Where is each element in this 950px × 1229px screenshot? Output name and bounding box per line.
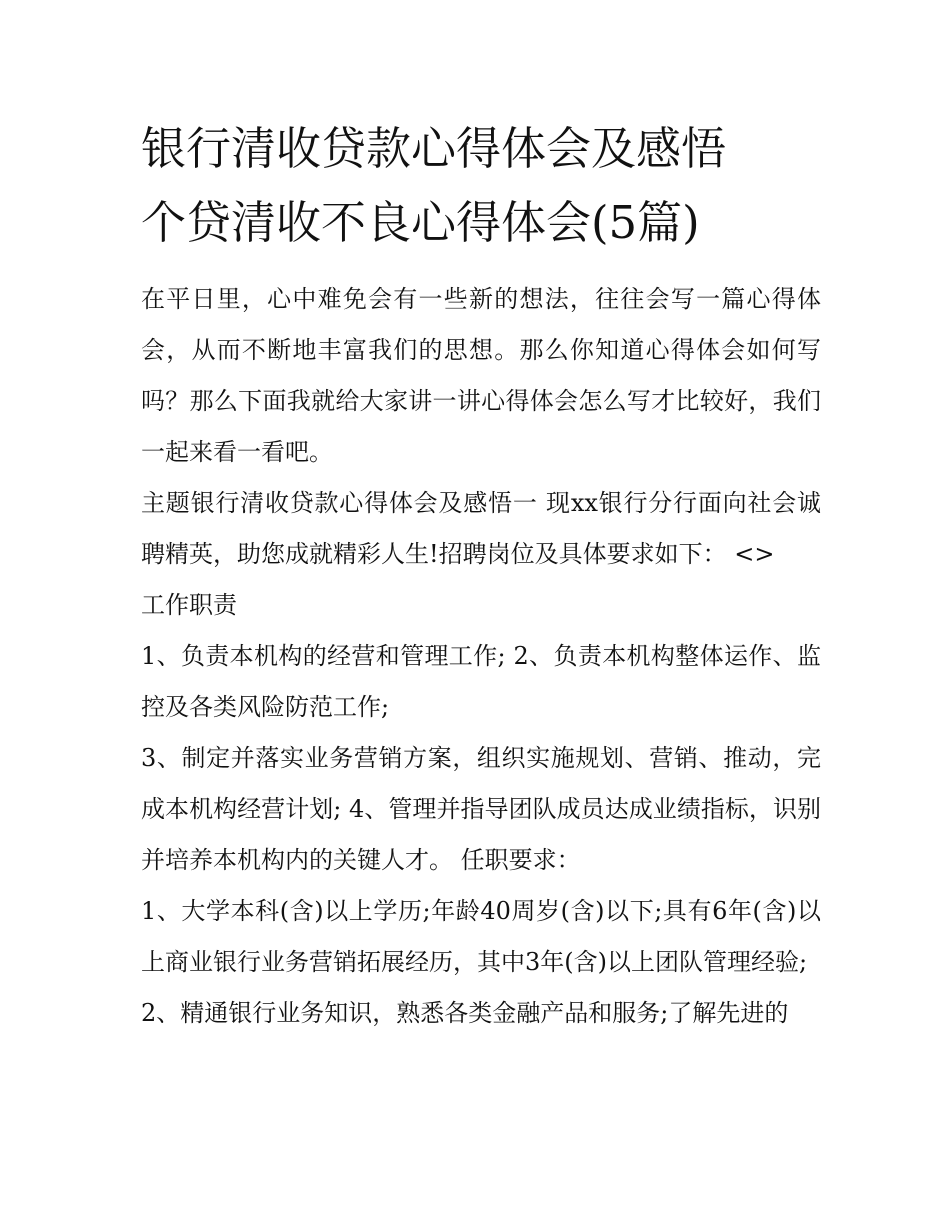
title-line-2: 个贷清收不良心得体会(5篇) [141, 196, 700, 249]
requirements-paragraph-1: 1、大学本科(含)以上学历;年龄40周岁(含)以下;具有6年(含)以上商业银行业务营销拓展经历，其中3年(含)以上团队管理经验; [141, 897, 821, 976]
document-page [141, 112, 821, 1039]
duties-paragraph-2: 3、制定并落实业务营销方案，组织实施规划、营销、推动，完成本机构经营计划; 4、管理并指导团队成员达成业绩指标，识别并培养本机构内的关键人才。 任职要求： [141, 744, 821, 874]
topic-paragraph: 主题银行清收贷款心得体会及感悟一 现xx银行分行面向社会诚聘精英，助您成就精彩人生!招聘岗位及具体要求如下： <> [141, 489, 821, 568]
intro-paragraph: 在平日里，心中难免会有一些新的想法，往往会写一篇心得体会，从而不断地丰富我们的思想。那么你知道心得体会如何写吗？那么下面我就给大家讲一讲心得体会怎么写才比较好，我们一起来看一看吧。 [141, 285, 821, 466]
requirements-paragraph-2: 2、精通银行业务知识，熟悉各类金融产品和服务;了解先进的 [141, 999, 789, 1027]
title-line-1: 银行清收贷款心得体会及感悟 [141, 122, 727, 175]
section-heading-duties: 工作职责 [141, 591, 237, 619]
duties-paragraph-1: 1、负责本机构的经营和管理工作; 2、负责本机构整体运作、监控及各类风险防范工作; [141, 642, 821, 721]
document-title [141, 112, 821, 260]
